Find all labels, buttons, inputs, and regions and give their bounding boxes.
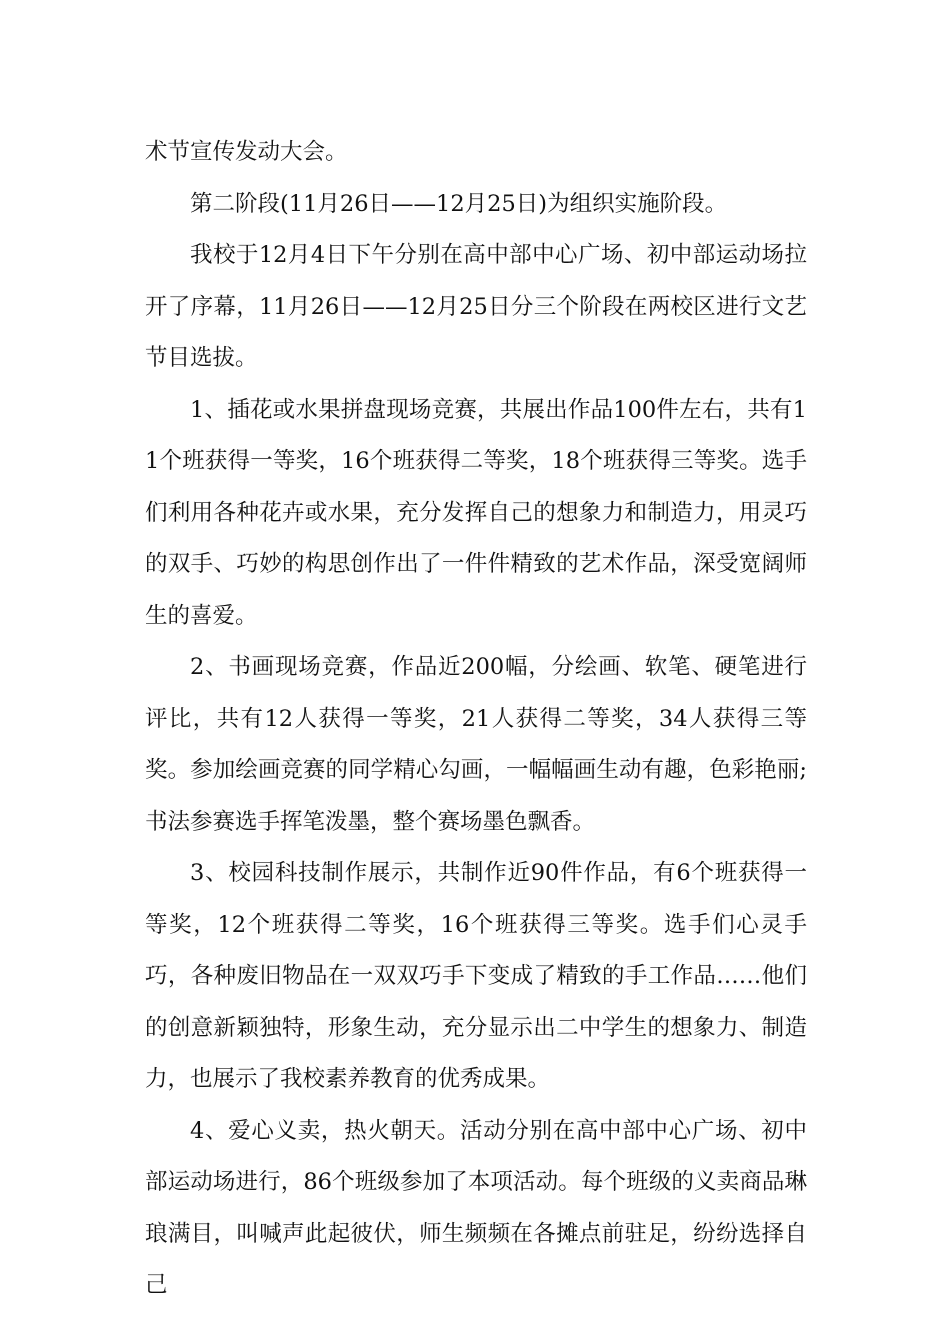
paragraph-stage-two: 第二阶段(11月26日——12月25日)为组织实施阶段。 — [190, 190, 728, 217]
paragraph-opening: 我校于12月4日下午分别在高中部中心广场、初中部运动场拉开了序幕，11月26日——12月25日分三个阶段在两校区进行文艺节目选拔。 — [145, 242, 807, 371]
paragraph-continuation: 术节宣传发动大会。 — [145, 139, 348, 165]
paragraph-item-2-calligraphy: 2、书画现场竞赛，作品近200幅，分绘画、软笔、硬笔进行评比，共有12人获得一等奖，21人获得二等奖，34人获得三等奖。参加绘画竞赛的同学精心勾画，一幅幅画生动有趣，色彩艳丽;书法参赛选手挥笔泼墨，整个赛场墨色飘香。 — [145, 654, 807, 835]
paragraph-item-4-charity-sale: 4、爱心义卖，热火朝天。活动分别在高中部中心广场、初中部运动场进行，86个班级参加了本项活动。每个班级的义卖商品琳琅满目，叫喊声此起彼伏，师生频频在各摊点前驻足，纷纷选择自己 — [145, 1117, 807, 1298]
paragraph-item-3-technology: 3、校园科技制作展示，共制作近90件作品，有6个班获得一等奖，12个班获得二等奖，16个班获得三等奖。选手们心灵手巧，各种废旧物品在一双双巧手下变成了精致的手工作品……他们的创意新颖独特，形象生动，充分显示出二中学生的想象力、制造力，也展示了我校素养教育的优秀成果。 — [145, 860, 807, 1092]
paragraph-item-1-flower-fruit: 1、插花或水果拼盘现场竞赛，共展出作品100件左右，共有11个班获得一等奖，16个班获得二等奖，18个班获得三等奖。选手们利用各种花卉或水果，充分发挥自己的想象力和制造力，用灵巧的双手、巧妙的构思创作出了一件件精致的艺术作品，深受宽阔师生的喜爱。 — [145, 396, 807, 629]
document-body — [145, 127, 807, 1312]
